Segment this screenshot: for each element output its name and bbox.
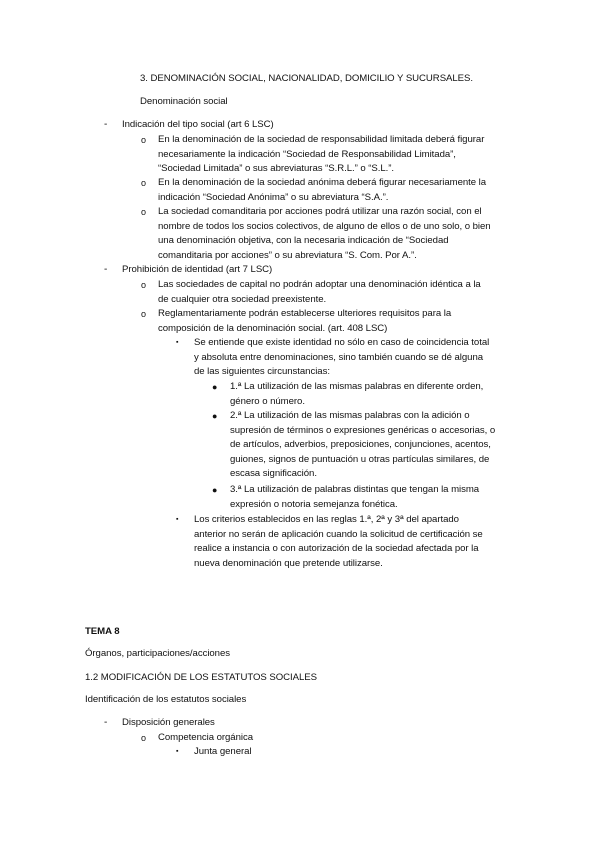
dot-bullet: ● [212, 382, 218, 392]
circle-bullet: o [141, 733, 147, 743]
tema-section-heading: 1.2 MODIFICACIÓN DE LOS ESTATUTOS SOCIALES [85, 672, 317, 683]
list-item-label: Indicación del tipo social (art 6 LSC) [122, 119, 274, 130]
tema-subtitle: Órganos, participaciones/acciones [85, 648, 231, 659]
section-subheading: Denominación social [140, 96, 228, 107]
dash-bullet: - [104, 119, 108, 130]
list-item-text: En la denominación de la sociedad anónima deberá figurar necesariamente la indicación “Sociedad Anónima” o su abreviatura “S.A.”. [158, 177, 487, 203]
square-bullet: ▪ [176, 339, 179, 346]
dot-bullet: ● [212, 485, 218, 495]
list-item-text: 1.ª La utilización de las mismas palabras en diferente orden, género o número. [230, 381, 484, 407]
circle-bullet: o [141, 280, 147, 290]
tema-identification: Identificación de los estatutos sociales [85, 694, 247, 705]
tema-title: TEMA 8 [85, 626, 120, 637]
square-bullet: ▪ [176, 748, 179, 755]
list-item-label: Prohibición de identidad (art 7 LSC) [122, 264, 273, 275]
list-item-text: 3.ª La utilización de palabras distintas que tengan la misma expresión o notoria semejanza fonética. [230, 484, 480, 510]
list-item-text: Competencia orgánica [158, 732, 253, 743]
dot-bullet: ● [212, 411, 218, 421]
circle-bullet: o [141, 135, 147, 145]
list-item-text: 2.ª La utilización de las mismas palabras con la adición o supresión de términos o expresiones genéricas o accesorias, o de artículos, adverbios, preposiciones, conjunciones, acentos, guiones, signos de puntuación u otras partículas similares, de escasa significación. [230, 410, 496, 479]
list-item-label: Disposición generales [122, 717, 215, 728]
dash-bullet: - [104, 264, 108, 275]
circle-bullet: o [141, 207, 147, 217]
list-item-text: Los criterios establecidos en las reglas 1.ª, 2ª y 3ª del apartado anterior no serán de aplicación cuando la solicitud de certificación se realice a instancia o con autorización de la sociedad afectada por la nueva denominación que pretende utilizarse. [194, 514, 483, 569]
list-item-text: En la denominación de la sociedad de responsabilidad limitada deberá figurar necesariamente la indicación “Sociedad de Responsabilidad Limitada”, “Sociedad Limitada” o sus abreviaturas “S.R.L.” o “S.L.”. [158, 134, 485, 174]
section-heading: 3. DENOMINACIÓN SOCIAL, NACIONALIDAD, DOMICILIO Y SUCURSALES. [140, 73, 473, 84]
dash-bullet: - [104, 717, 108, 728]
circle-bullet: o [141, 309, 147, 319]
list-item-text: Las sociedades de capital no podrán adoptar una denominación idéntica a la de cualquier otra sociedad preexistente. [158, 279, 481, 305]
list-item-text: Se entiende que existe identidad no sólo en caso de coincidencia total y absoluta entre denominaciones, sino también cuando se dé alguna de las siguientes circunstancias: [194, 337, 490, 377]
circle-bullet: o [141, 178, 147, 188]
list-item-text: Junta general [194, 746, 252, 757]
list-item-text: La sociedad comanditaria por acciones podrá utilizar una razón social, con el nombre de todos los socios colectivos, de alguno de ellos o de uno solo, o bien una denominación objetiva, con la necesaria indicación de “Sociedad comanditaria por acciones” o su abreviatura “S. Com. Por A.”. [158, 206, 491, 261]
square-bullet: ▪ [176, 516, 179, 523]
list-item-text: Reglamentariamente podrán establecerse ulteriores requisitos para la composición de la denominación social. (art. 408 LSC) [158, 308, 452, 334]
